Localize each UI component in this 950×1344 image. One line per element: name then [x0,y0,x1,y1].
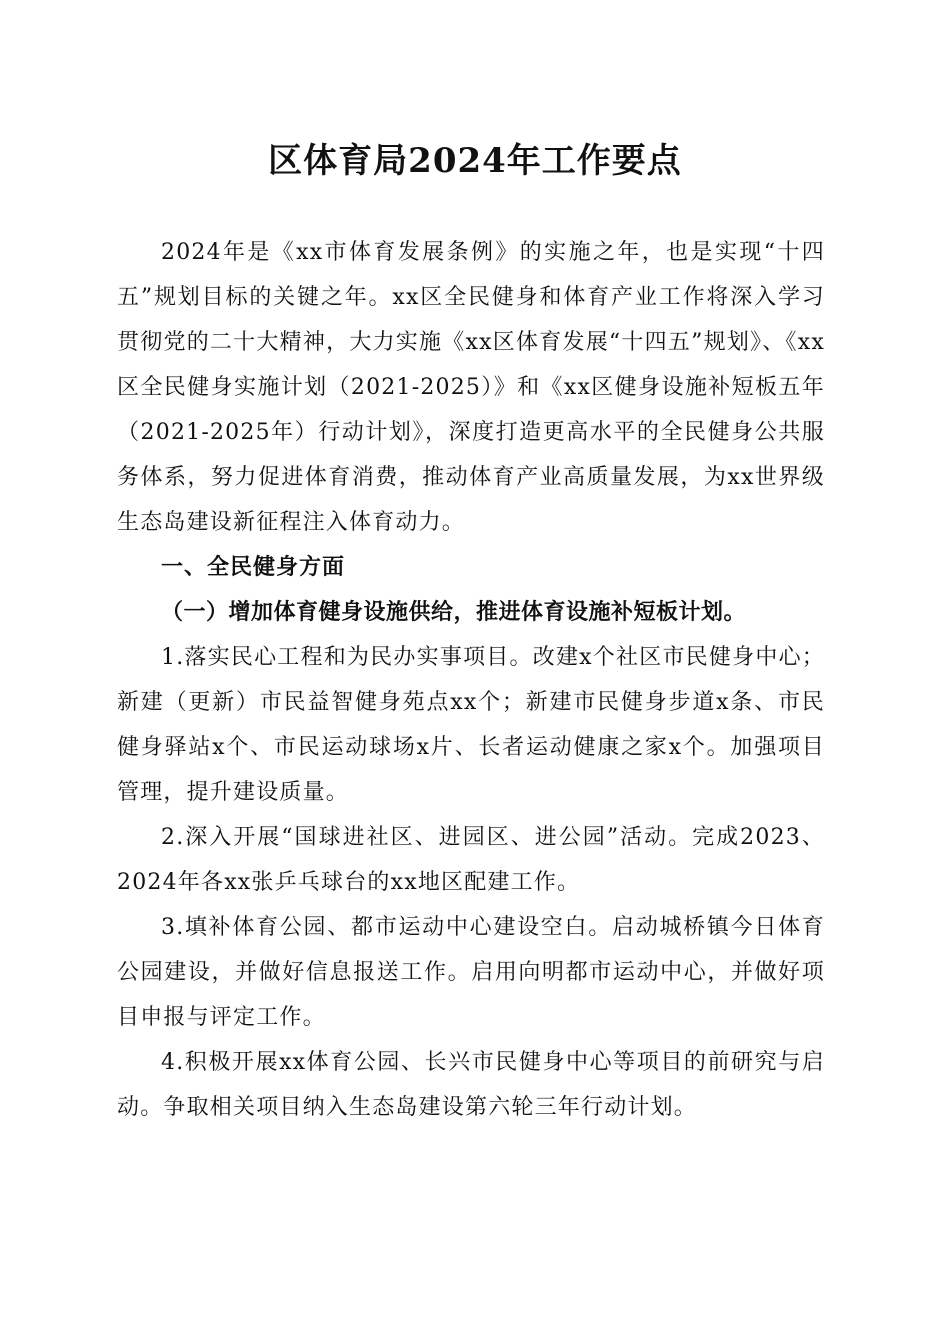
list-item-3: 3.填补体育公园、都市运动中心建设空白。启动城桥镇今日体育公园建设，并做好信息报送工作。启用向明都市运动中心，并做好项目申报与评定工作。 [117,915,825,1030]
document-body [117,230,825,1130]
list-item-4: 4.积极开展xx体育公园、长兴市民健身中心等项目的前研究与启动。争取相关项目纳入生态岛建设第六轮三年行动计划。 [117,1050,825,1120]
section-heading-fitness: 一、全民健身方面 [161,555,346,580]
list-item-2: 2.深入开展“国球进社区、进园区、进公园”活动。完成2023、2024年各xx张乒乓球台的xx地区配建工作。 [117,825,825,895]
intro-paragraph: 2024年是《xx市体育发展条例》的实施之年，也是实现“十四五”规划目标的关键之年。xx区全民健身和体育产业工作将深入学习贯彻党的二十大精神，大力实施《xx区体育发展“十四五”规划》、《xx区全民健身实施计划（2021-2025）》和《xx区健身设施补短板五年（2021-2025年）行动计划》，深度打造更高水平的全民健身公共服务体系，努力促进体育消费，推动体育产业高质量发展，为xx世界级生态岛建设新征程注入体育动力。 [117,240,825,535]
subsection-heading-facilities: （一）增加体育健身设施供给，推进体育设施补短板计划。 [161,599,747,625]
list-item-1: 1.落实民心工程和为民办实事项目。改建x个社区市民健身中心；新建（更新）市民益智健身苑点xx个；新建市民健身步道x条、市民健身驿站x个、市民运动球场x片、长者运动健康之家x个。加强项目管理，提升建设质量。 [117,645,825,805]
document-title: 区体育局2024年工作要点 [268,141,682,181]
